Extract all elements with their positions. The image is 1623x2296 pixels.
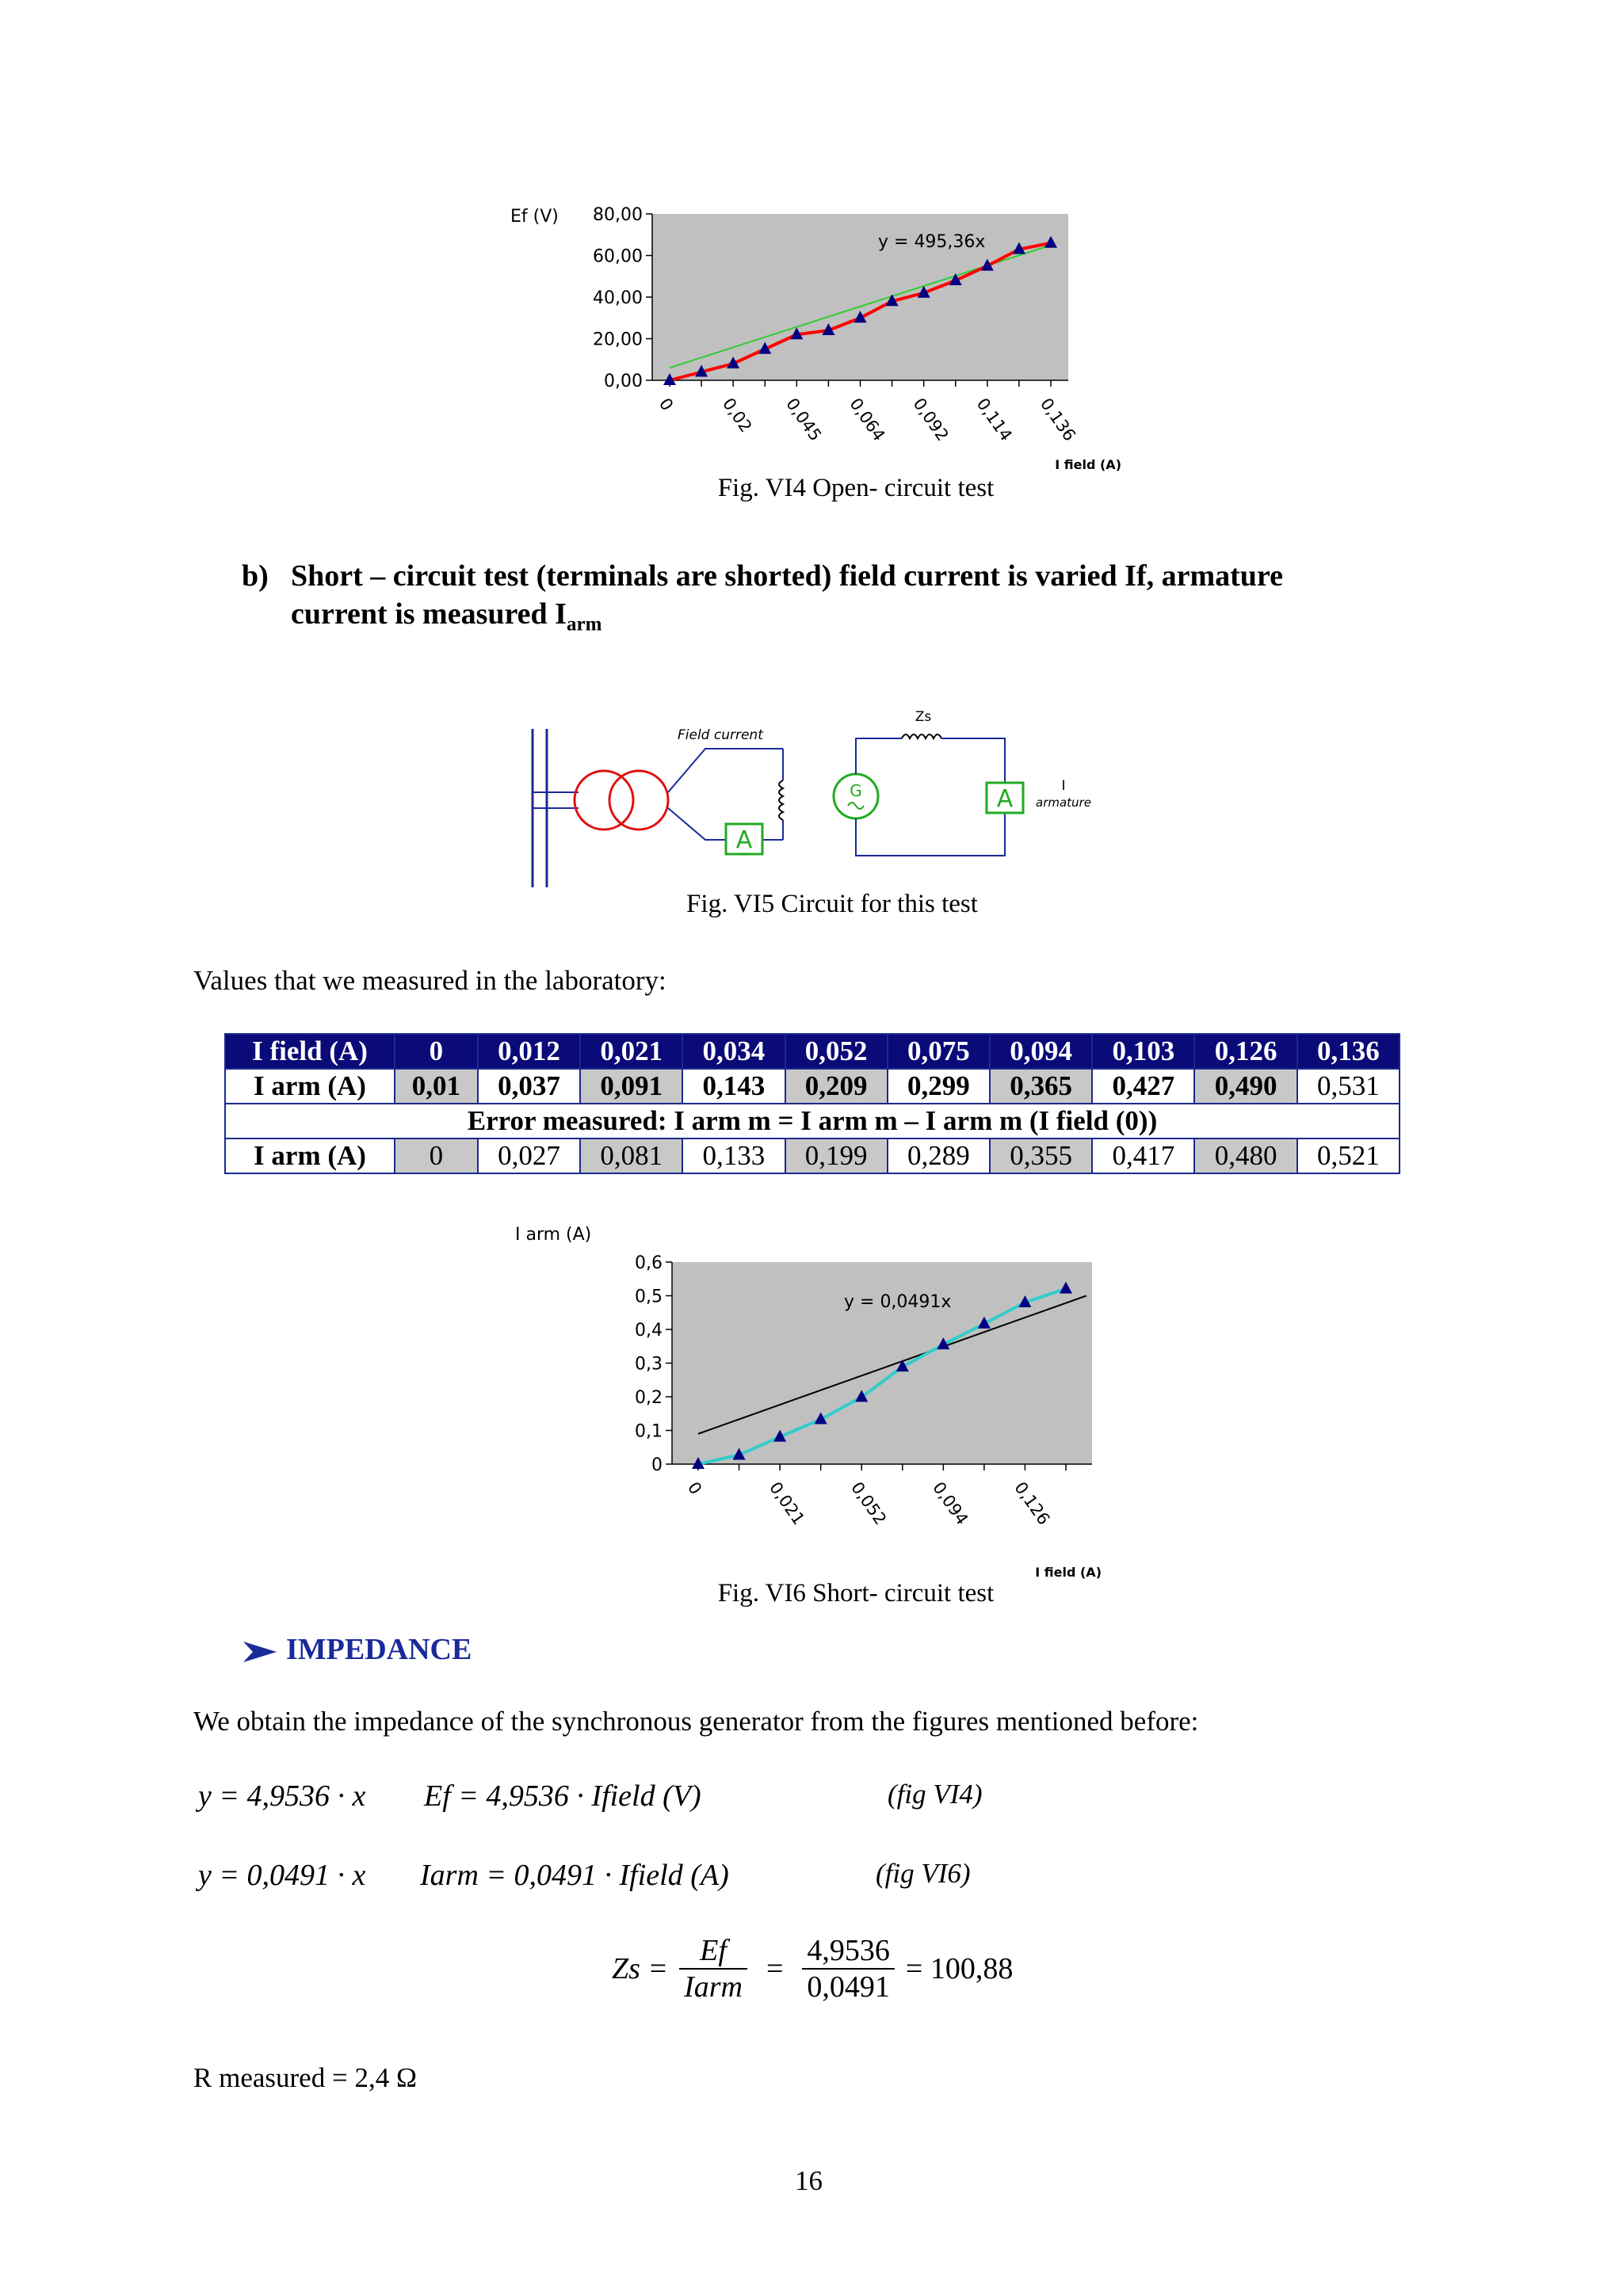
r-measured: R measured = 2,4 Ω	[193, 2062, 417, 2093]
x-tick-label: 0,052	[847, 1478, 891, 1529]
eq1-mid: Ef = 4,9536 · Ifield (V)	[424, 1779, 701, 1813]
y-tick-label: 60,00	[593, 246, 643, 267]
svg-text:A: A	[735, 826, 753, 854]
table-cell: 0,365	[990, 1069, 1092, 1104]
x-tick-label: 0	[683, 1478, 706, 1498]
x-tick-label: 0	[655, 395, 678, 414]
table-row-label: I arm (A)	[225, 1069, 395, 1104]
zs-equation: Zs = $\frac{Ef}{\text{Iarm}}$ = $\frac{4,9536}{0,0491}$ = 100,88	[612, 1934, 1014, 2004]
section-b-line1: Short – circuit test (terminals are shorted) field current is varied If, armature	[291, 559, 1283, 593]
measurement-table	[224, 1033, 1400, 1174]
zs-impedance-icon	[902, 734, 941, 738]
fig-vi5-circuit	[523, 701, 1125, 891]
x-tick-label: 0,064	[846, 395, 889, 445]
trendline-equation: y = 0,0491x	[844, 1292, 952, 1312]
error-measured-text: Error measured: I arm m = I arm m – I arm m (I field (0))	[225, 1104, 1400, 1138]
table-row-ifield	[225, 1034, 1400, 1069]
table-cell: 0,531	[1297, 1069, 1400, 1104]
eq1-ref: (fig VI4)	[888, 1779, 983, 1810]
table-cell: 0,012	[478, 1034, 580, 1069]
table-cell: 0,355	[990, 1138, 1092, 1173]
table-cell: 0,417	[1092, 1138, 1194, 1173]
x-tick-label: 0,114	[972, 395, 1016, 445]
x-tick-label: 0,126	[1010, 1478, 1054, 1529]
table-cell: 0,103	[1092, 1034, 1194, 1069]
y-tick-label: 80,00	[593, 205, 643, 225]
field-coil-icon	[779, 780, 783, 820]
table-row-iarm	[225, 1069, 1400, 1104]
y-tick-label: 40,00	[593, 288, 643, 308]
table-cell: 0,021	[580, 1034, 682, 1069]
transformer-primary-icon	[575, 771, 633, 830]
x-tick-label: 0,02	[719, 395, 756, 437]
x-axis-label: I field (A)	[1055, 457, 1121, 472]
fig-vi6	[499, 1216, 1125, 1589]
table-cell: 0,480	[1194, 1138, 1296, 1173]
x-tick-label: 0,094	[929, 1478, 972, 1529]
table-row-iarm-corrected	[225, 1138, 1400, 1173]
impedance-heading: IMPEDANCE	[242, 1632, 472, 1667]
y-tick-label: 0,5	[635, 1287, 663, 1307]
y-tick-label: 20,00	[593, 330, 643, 350]
open-circuit-chart	[491, 190, 1141, 475]
y-tick-label: 0,2	[635, 1388, 663, 1408]
eq2-mid: Iarm = 0,0491 · Ifield (A)	[420, 1859, 729, 1892]
plot-area	[652, 214, 1068, 380]
armature-label: armature	[1036, 795, 1091, 810]
table-cell: 0,143	[682, 1069, 785, 1104]
values-intro: Values that we measured in the laboratory:	[193, 965, 666, 996]
transformer-secondary-icon	[609, 771, 668, 830]
table-cell: 0,037	[478, 1069, 580, 1104]
fig-vi4-caption: Fig. VI4 Open- circuit test	[717, 474, 995, 502]
y-axis-label: Ef (V)	[510, 207, 559, 227]
table-cell: 0,052	[785, 1034, 888, 1069]
page-number: 16	[795, 2165, 823, 2196]
y-tick-label: 0,3	[635, 1354, 663, 1375]
svg-text:G: G	[850, 781, 862, 800]
x-tick-label: 0,021	[765, 1478, 809, 1529]
table-cell: 0,081	[580, 1138, 682, 1173]
eq1-left: y = 4,9536 · x	[198, 1779, 366, 1813]
table-cell: 0,01	[395, 1069, 478, 1104]
x-tick-label: 0,136	[1036, 395, 1080, 445]
y-tick-label: 0,4	[635, 1321, 663, 1341]
table-cell: 0	[395, 1138, 478, 1173]
eq2-ref: (fig VI6)	[876, 1858, 971, 1889]
x-axis-label: I field (A)	[1035, 1565, 1102, 1580]
table-cell: 0,133	[682, 1138, 785, 1173]
table-cell: 0,427	[1092, 1069, 1194, 1104]
zs-fraction-numeric: $\frac{4,9536}{0,0491}$	[802, 1933, 895, 2004]
zs-fraction-symbolic: $\frac{Ef}{\text{Iarm}}$	[679, 1933, 747, 2004]
x-tick-label: 0,045	[782, 395, 826, 445]
svg-text:A: A	[996, 785, 1014, 813]
table-cell: 0,490	[1194, 1069, 1296, 1104]
zs-label: Zs	[915, 709, 932, 725]
fig-vi4	[491, 190, 1141, 475]
table-row-error	[225, 1104, 1400, 1138]
y-tick-label: 0,00	[604, 372, 643, 391]
eq2-left: y = 0,0491 · x	[198, 1859, 366, 1892]
table-cell: 0,027	[478, 1138, 580, 1173]
trendline-equation: y = 495,36x	[878, 232, 986, 252]
impedance-intro: We obtain the impedance of the synchronous generator from the figures mentioned before:	[193, 1706, 1199, 1737]
y-tick-label: 0,1	[635, 1421, 663, 1442]
table-cell: 0,094	[990, 1034, 1092, 1069]
table-cell: 0,199	[785, 1138, 888, 1173]
table-cell: 0,209	[785, 1069, 888, 1104]
circuit-diagram	[523, 701, 1125, 891]
section-b-line2: current is measured $I_{arm}$	[291, 597, 602, 635]
y-tick-label: 0	[651, 1455, 663, 1475]
fig-vi6-caption: Fig. VI6 Short- circuit test	[717, 1579, 995, 1608]
x-tick-label: 0,092	[909, 395, 953, 445]
table-cell: 0,521	[1297, 1138, 1400, 1173]
arrow-bullet-icon	[242, 1638, 278, 1665]
table-cell: 0,075	[888, 1034, 990, 1069]
table-cell: 0	[395, 1034, 478, 1069]
short-circuit-chart	[499, 1216, 1125, 1589]
table-cell: 0,126	[1194, 1034, 1296, 1069]
table-cell: 0,091	[580, 1069, 682, 1104]
field-current-label: Field current	[678, 727, 763, 743]
table-row-label: I arm (A)	[225, 1138, 395, 1173]
table-cell: 0,034	[682, 1034, 785, 1069]
y-axis-label: I arm (A)	[515, 1225, 592, 1245]
i-label: I	[1061, 778, 1066, 794]
section-b-heading	[242, 557, 1415, 644]
table-cell: 0,289	[888, 1138, 990, 1173]
table-row-label: I field (A)	[225, 1034, 395, 1069]
fig-vi5-caption: Fig. VI5 Circuit for this test	[686, 890, 978, 918]
zs-result: = 100,88	[905, 1952, 1014, 1985]
section-b-prefix: b)	[242, 559, 269, 593]
table-cell: 0,136	[1297, 1034, 1400, 1069]
y-tick-label: 0,6	[635, 1253, 663, 1273]
table-cell: 0,299	[888, 1069, 990, 1104]
